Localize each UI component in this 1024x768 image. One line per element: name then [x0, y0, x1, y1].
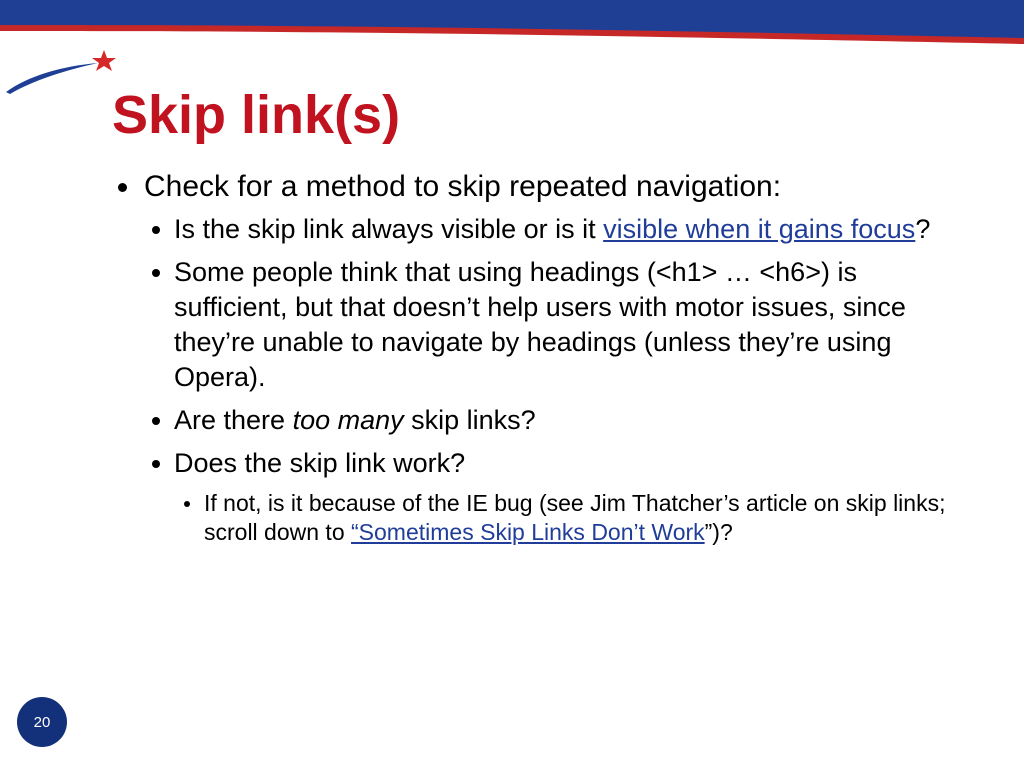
sub-bullet-item	[148, 446, 972, 481]
bullet-text: skip links?	[403, 405, 536, 435]
emphasis-text: too many	[292, 405, 404, 435]
bullet-dot-icon	[152, 226, 160, 234]
slide-title: Skip link(s)	[112, 85, 401, 145]
bullet-dot-icon	[152, 269, 160, 277]
bullet-text: ”)?	[704, 519, 733, 545]
bullet-dot-icon	[152, 417, 160, 425]
bullet-item	[112, 166, 972, 208]
bullet-text: ?	[915, 214, 931, 244]
bullet-dot-icon	[118, 183, 127, 192]
star-swoosh-logo-icon	[0, 40, 130, 96]
bullet-text: Are there	[174, 405, 293, 435]
page-number-badge	[17, 697, 67, 747]
page-number: 20	[33, 713, 51, 731]
bullet-text: Check for a method to skip repeated navigation:	[144, 170, 782, 203]
visible-when-focus-link[interactable]: visible when it gains focus	[603, 214, 916, 244]
sometimes-skip-links-dont-work-link[interactable]: “Sometimes Skip Links Don’t Work	[351, 519, 705, 545]
bullet-dot-icon	[152, 460, 160, 468]
bullet-text: Does the skip link work?	[174, 448, 466, 478]
bullet-text: Some people think that using headings (<h1> … <h6>) is sufficient, but that doesn’t help users with motor issues, since they’re unable to navigate by headings (unless they’re using Opera).	[174, 257, 906, 392]
sub-bullet-item	[148, 255, 972, 395]
header-band	[0, 0, 1024, 60]
sub-bullet-item	[148, 212, 972, 247]
sub-bullet-item	[148, 403, 972, 438]
bullet-dot-icon	[184, 501, 190, 507]
bullet-text: Is the skip link always visible or is it	[174, 214, 604, 244]
bullet-list	[112, 166, 972, 553]
sub-sub-bullet-item	[180, 489, 972, 547]
bullet-text: If not, is it because of the IE bug (see Jim Thatcher’s article on skip links; scroll down to	[204, 490, 946, 545]
